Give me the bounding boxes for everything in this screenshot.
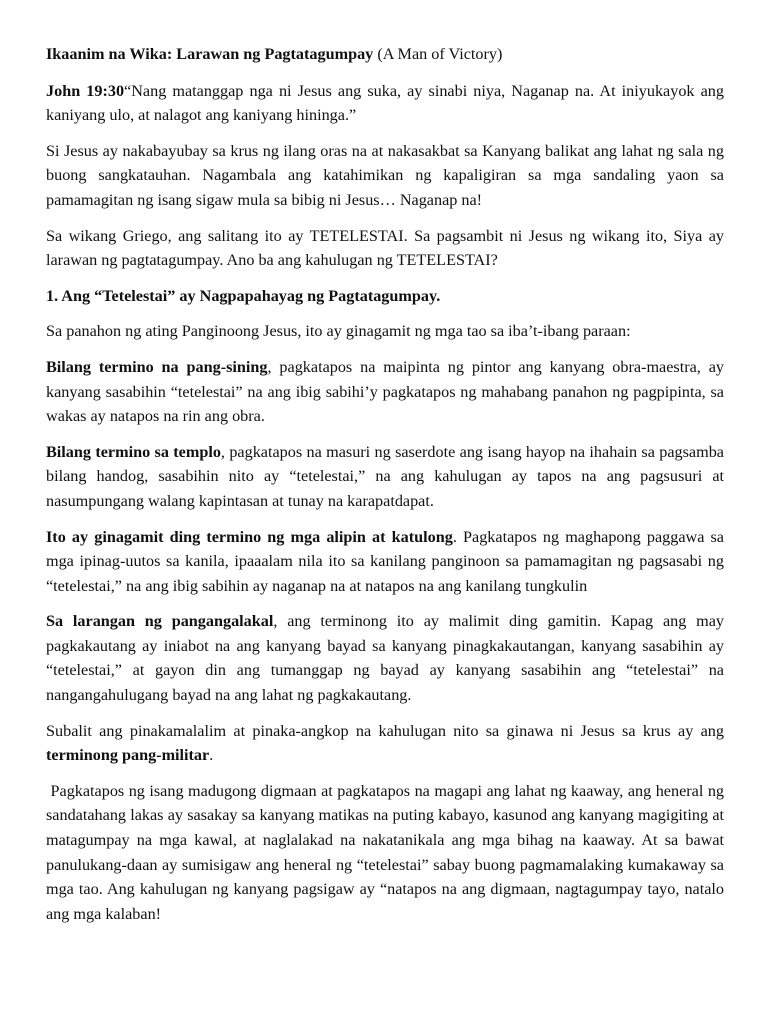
commerce-term-text: , ang terminong ito ay malimit ding gamitin. Kapag ang may pagkakautang ay iniabot na ang kanyang bayad sa kanyang pinagkakautangan, kanyang sasabihin ay “tetelestai,” at gayon din ang tumanggap ng bayad ay kanyang sasabihin ang “tetelestai” na nangangahulugang bayad na ang lahat ng pagkakautang. bbox=[46, 612, 724, 705]
temple-term-label: Bilang termino sa templo bbox=[46, 442, 221, 461]
servant-term-text: . Pagkatapos ng maghapong paggawa sa mga ipinag-uutos sa kanila, ipaaalam nila ito sa kanilang panginoon sa pamamagitan ng pagsasabi ng “tetelestai,” na ang ibig sabihin ay naganap na at natapos na ang kanilang tungkulin bbox=[46, 527, 724, 595]
commerce-term-label: Sa larangan ng pangangalakal bbox=[46, 612, 274, 631]
military-intro-end: . bbox=[209, 746, 214, 765]
section-heading-1 bbox=[46, 284, 724, 309]
paragraph-1: Si Jesus ay nakabayubay sa krus ng ilang oras na at nakasakbat sa Kanyang balikat ang lahat ng sala ng buong sangkatauhan. Nagambala ang katahimikan ng kapaligiran sa mga sandaling yaon sa pamamagitan ng isang sigaw mula sa bibig ni Jesus… Naganap na! bbox=[46, 141, 724, 209]
paragraph-art-term bbox=[46, 355, 724, 429]
verse-paragraph bbox=[46, 79, 724, 128]
art-term-label: Bilang termino na pang-sining bbox=[46, 357, 268, 376]
paragraph-servant-term bbox=[46, 525, 724, 599]
verse-text: “Nang matanggap nga ni Jesus ang suka, ay sinabi niya, Naganap na. At iniyukayok ang kaniyang ulo, at nalagot ang kaniyang hininga.” bbox=[46, 81, 724, 125]
paragraph-military-description bbox=[46, 779, 724, 927]
paragraph-2: Sa wikang Griego, ang salitang ito ay TETELESTAI. Sa pagsambit ni Jesus ng wikang ito, Siya ay larawan ng pagtatagumpay. Ano ba ang kahulugan ng TETELESTAI? bbox=[46, 226, 724, 270]
verse-reference: John 19:30 bbox=[46, 81, 125, 100]
military-intro-text: Subalit ang pinakamalalim at pinaka-angkop na kahulugan nito sa ginawa ni Jesus sa krus ay ang bbox=[46, 721, 724, 740]
temple-term-text: , pagkatapos na masuri ng saserdote ang isang hayop na ihahain sa pagsamba bilang handog, sasabihin nito ay “tetelestai,” na ang kahulugan ay tapos na ang pagsusuri at nasumpungang walang kapintasan at tunay na karapatdapat. bbox=[46, 442, 724, 510]
document-body bbox=[46, 42, 724, 937]
military-term-label: terminong pang-militar bbox=[46, 746, 210, 765]
document-title bbox=[46, 42, 724, 67]
paragraph-commerce-term bbox=[46, 609, 724, 707]
title-bold: Ikaanim na Wika: Larawan ng Pagtatagumpay bbox=[46, 45, 374, 63]
section-heading-text: 1. Ang “Tetelestai” ay Nagpapahayag ng Pagtatagumpay. bbox=[46, 286, 441, 305]
paragraph-3: Sa panahon ng ating Panginoong Jesus, ito ay ginagamit ng mga tao sa iba’t-ibang paraan: bbox=[46, 322, 631, 341]
paragraph-military-intro bbox=[46, 719, 724, 768]
servant-term-label: Ito ay ginagamit ding termino ng mga alipin at katulong bbox=[46, 527, 453, 546]
military-description-text: Pagkatapos ng isang madugong digmaan at pagkatapos na magapi ang lahat ng kaaway, ang heneral ng sandatahang lakas ay sasakay sa kanyang matikas na puting kabayo, kasunod ang kanyang magigiting at matagumpay na mga kawal, at naglalakad na nakatanikala ang mga bihag na kaaway. At sa bawat panulukang-daan ay sumisigaw ang heneral ng “tetelestai” sabay buong pagmamalaking kumakaway sa mga tao. Ang kahulugan ng kanyang pagsigaw ay “natapos na ang digmaan, nagtagumpay tayo, natalo ang mga kalaban! bbox=[46, 781, 725, 923]
title-rest: (A Man of Victory) bbox=[373, 45, 503, 63]
paragraph-temple-term bbox=[46, 440, 724, 514]
art-term-text: , pagkatapos na maipinta ng pintor ang kanyang obra-maestra, ay kanyang sasabihin “tetelestai” na ang ibig sabihi’y pagkatapos ng mahabang panahon ng pagpipinta, sa wakas ay natapos na rin ang obra. bbox=[46, 357, 724, 426]
